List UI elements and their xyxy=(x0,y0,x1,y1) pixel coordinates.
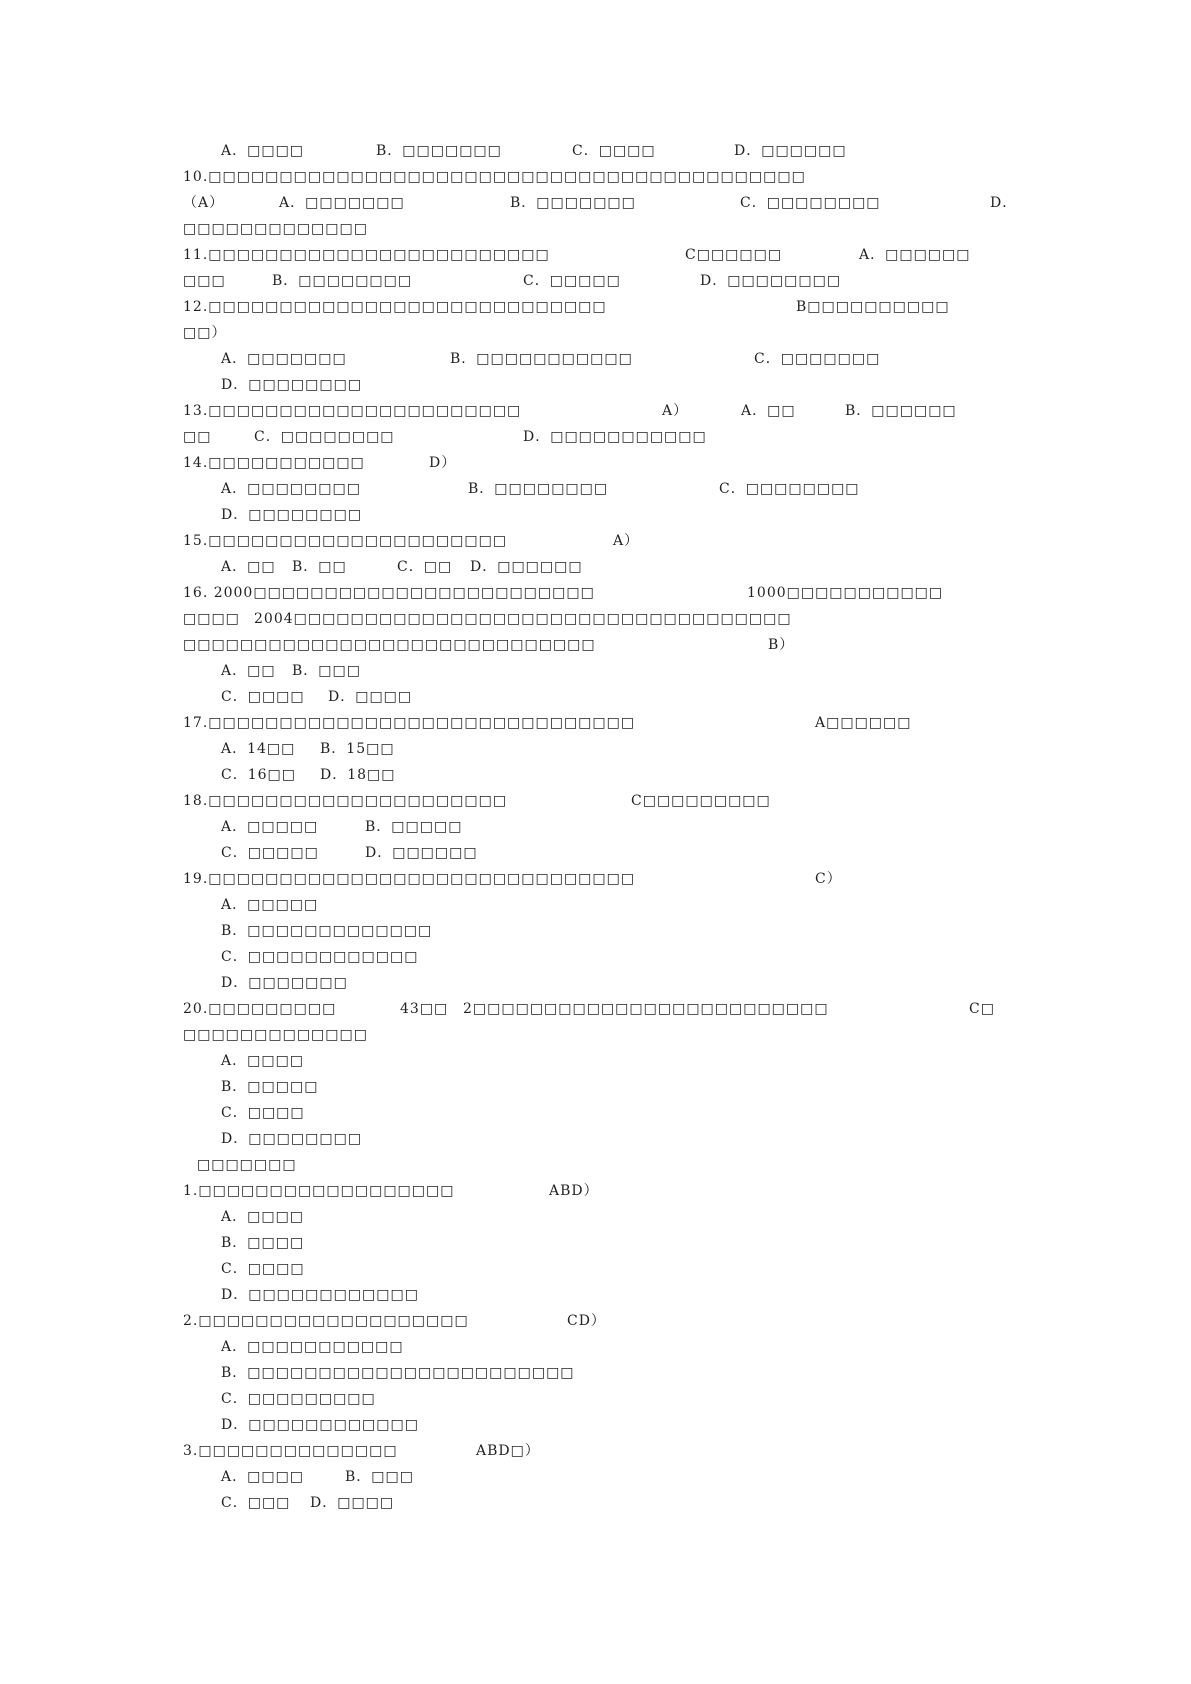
text-line-l03-seg-0: （A） xyxy=(183,195,225,211)
text-line-l17-seg-3: D．□□□□□□ xyxy=(470,559,583,575)
text-line-l34-seg-0: 20.□□□□□□□□□ xyxy=(183,1001,337,1017)
text-line-l38-seg-0: C．□□□□ xyxy=(221,1105,305,1121)
text-line-l46-seg-1: CD） xyxy=(567,1313,606,1329)
text-line-l07-seg-0: 12.□□□□□□□□□□□□□□□□□□□□□□□□□□□□ xyxy=(183,299,607,315)
text-line-l12-seg-2: D．□□□□□□□□□□□ xyxy=(523,429,707,445)
text-line-l06-seg-0: □□□ xyxy=(183,273,226,289)
text-line-l02-seg-0: 10.□□□□□□□□□□□□□□□□□□□□□□□□□□□□□□□□□□□□□□□□□□ xyxy=(183,169,806,185)
text-line-l43-seg-0: B．□□□□ xyxy=(221,1235,305,1251)
text-line-l17-seg-2: C．□□ xyxy=(397,559,453,575)
text-line-l01-seg-0: A．□□□□ xyxy=(221,143,305,159)
text-line-l01-seg-2: C．□□□□ xyxy=(572,143,656,159)
text-line-l01-seg-1: B．□□□□□□□ xyxy=(376,143,502,159)
text-line-l51-seg-1: ABD□） xyxy=(476,1443,540,1459)
text-line-l23-seg-0: 17.□□□□□□□□□□□□□□□□□□□□□□□□□□□□□□ xyxy=(183,715,636,731)
text-line-l07-seg-1: B□□□□□□□□□□ xyxy=(796,299,950,315)
text-line-l05-seg-2: A．□□□□□□ xyxy=(859,247,971,263)
text-line-l27-seg-0: A．□□□□□ xyxy=(221,819,319,835)
text-line-l03-seg-3: C．□□□□□□□□ xyxy=(740,195,881,211)
text-line-l25-seg-1: D．18□□ xyxy=(320,767,396,783)
text-line-l14-seg-0: A．□□□□□□□□ xyxy=(221,481,361,497)
text-line-l03-seg-4: D． xyxy=(990,195,1018,211)
text-line-l29-seg-1: C） xyxy=(815,871,842,887)
text-line-l06-seg-1: B．□□□□□□□□ xyxy=(272,273,413,289)
text-line-l09-seg-2: C．□□□□□□□ xyxy=(754,351,881,367)
text-line-l31-seg-0: B．□□□□□□□□□□□□□ xyxy=(221,923,433,939)
text-line-l13-seg-0: 14.□□□□□□□□□□□ xyxy=(183,455,365,471)
text-line-l08-seg-0: □□） xyxy=(183,325,227,341)
text-line-l19-seg-1: 2004□□□□□□□□□□□□□□□□□□□□□□□□□□□□□□□□□□□ xyxy=(254,611,792,627)
text-line-l52-seg-1: B．□□□ xyxy=(345,1469,414,1485)
text-line-l22-seg-1: D．□□□□ xyxy=(328,689,413,705)
text-line-l48-seg-0: B．□□□□□□□□□□□□□□□□□□□□□□□ xyxy=(221,1365,575,1381)
text-line-l41-seg-0: 1.□□□□□□□□□□□□□□□□□□ xyxy=(183,1183,455,1199)
text-line-l53-seg-1: D．□□□□ xyxy=(310,1495,395,1511)
text-line-l42-seg-0: A．□□□□ xyxy=(221,1209,305,1225)
text-line-l12-seg-0: □□ xyxy=(183,429,212,445)
text-line-l35-seg-0: □□□□□□□□□□□□□ xyxy=(183,1027,368,1043)
text-line-l10-seg-0: D．□□□□□□□□ xyxy=(221,377,363,393)
text-line-l34-seg-1: 43□□ xyxy=(400,1001,449,1017)
text-line-l37-seg-0: B．□□□□□ xyxy=(221,1079,319,1095)
text-line-l03-seg-1: A．□□□□□□□ xyxy=(279,195,405,211)
text-line-l44-seg-0: C．□□□□ xyxy=(221,1261,305,1277)
text-line-l23-seg-1: A□□□□□□ xyxy=(815,715,912,731)
text-line-l16-seg-0: 15.□□□□□□□□□□□□□□□□□□□□□ xyxy=(183,533,508,549)
text-line-l11-seg-1: A） xyxy=(662,403,689,419)
text-line-l45-seg-0: D．□□□□□□□□□□□□ xyxy=(221,1287,419,1303)
text-line-l25-seg-0: C．16□□ xyxy=(221,767,296,783)
text-line-l28-seg-1: D．□□□□□□ xyxy=(365,845,478,861)
text-line-l15-seg-0: D．□□□□□□□□ xyxy=(221,507,363,523)
text-line-l12-seg-1: C．□□□□□□□□ xyxy=(254,429,395,445)
text-line-l06-seg-2: C．□□□□□ xyxy=(523,273,621,289)
text-line-l11-seg-3: B．□□□□□□ xyxy=(845,403,957,419)
text-line-l21-seg-0: A．□□ xyxy=(221,663,276,679)
text-line-l39-seg-0: D．□□□□□□□□ xyxy=(221,1131,363,1147)
text-line-l14-seg-2: C．□□□□□□□□ xyxy=(719,481,860,497)
text-line-l05-seg-1: C□□□□□□ xyxy=(685,247,783,263)
text-line-l13-seg-1: D） xyxy=(429,455,457,471)
text-line-l20-seg-1: B） xyxy=(768,637,795,653)
text-line-l05-seg-0: 11.□□□□□□□□□□□□□□□□□□□□□□□□ xyxy=(183,247,550,263)
text-line-l24-seg-0: A．14□□ xyxy=(221,741,296,757)
text-line-l20-seg-0: □□□□□□□□□□□□□□□□□□□□□□□□□□□□□ xyxy=(183,637,596,653)
text-line-l18-seg-1: 1000□□□□□□□□□□□ xyxy=(747,585,944,601)
text-line-l51-seg-0: 3.□□□□□□□□□□□□□□ xyxy=(183,1443,398,1459)
text-line-l04-seg-0: □□□□□□□□□□□□□ xyxy=(183,221,368,237)
text-line-l09-seg-0: A．□□□□□□□ xyxy=(221,351,347,367)
text-line-l11-seg-2: A．□□ xyxy=(741,403,796,419)
text-line-l26-seg-1: C□□□□□□□□□ xyxy=(631,793,771,809)
text-line-l27-seg-1: B．□□□□□ xyxy=(365,819,463,835)
text-line-l19-seg-0: □□□□ xyxy=(183,611,240,627)
text-line-l36-seg-0: A．□□□□ xyxy=(221,1053,305,1069)
text-line-l52-seg-0: A．□□□□ xyxy=(221,1469,305,1485)
text-line-l34-seg-3: C□ xyxy=(969,1001,995,1017)
text-line-l33-seg-0: D．□□□□□□□ xyxy=(221,975,348,991)
text-line-l06-seg-3: D．□□□□□□□□ xyxy=(700,273,842,289)
text-line-l29-seg-0: 19.□□□□□□□□□□□□□□□□□□□□□□□□□□□□□□ xyxy=(183,871,636,887)
text-line-l17-seg-1: B．□□ xyxy=(292,559,347,575)
text-line-l22-seg-0: C．□□□□ xyxy=(221,689,305,705)
text-line-l16-seg-1: A） xyxy=(613,533,640,549)
text-line-l40-seg-0: □□□□□□□ xyxy=(197,1157,297,1173)
text-line-l26-seg-0: 18.□□□□□□□□□□□□□□□□□□□□□ xyxy=(183,793,508,809)
text-line-l14-seg-1: B．□□□□□□□□ xyxy=(468,481,609,497)
text-line-l41-seg-1: ABD） xyxy=(549,1183,599,1199)
text-line-l18-seg-0: 16. 2000□□□□□□□□□□□□□□□□□□□□□□□□ xyxy=(183,585,595,601)
text-line-l47-seg-0: A．□□□□□□□□□□□ xyxy=(221,1339,404,1355)
text-line-l49-seg-0: C．□□□□□□□□□ xyxy=(221,1391,376,1407)
text-line-l21-seg-1: B．□□□ xyxy=(292,663,361,679)
text-line-l34-seg-2: 2□□□□□□□□□□□□□□□□□□□□□□□□□ xyxy=(463,1001,829,1017)
text-line-l24-seg-1: B．15□□ xyxy=(320,741,395,757)
text-line-l17-seg-0: A．□□ xyxy=(221,559,276,575)
text-line-l30-seg-0: A．□□□□□ xyxy=(221,897,319,913)
text-line-l09-seg-1: B．□□□□□□□□□□□ xyxy=(450,351,633,367)
text-line-l46-seg-0: 2.□□□□□□□□□□□□□□□□□□□ xyxy=(183,1313,469,1329)
text-line-l50-seg-0: D．□□□□□□□□□□□□ xyxy=(221,1417,419,1433)
text-line-l28-seg-0: C．□□□□□ xyxy=(221,845,319,861)
text-line-l03-seg-2: B．□□□□□□□ xyxy=(510,195,636,211)
text-line-l11-seg-0: 13.□□□□□□□□□□□□□□□□□□□□□□ xyxy=(183,403,522,419)
text-line-l32-seg-0: C．□□□□□□□□□□□□ xyxy=(221,949,419,965)
text-line-l01-seg-3: D．□□□□□□ xyxy=(734,143,847,159)
text-line-l53-seg-0: C．□□□ xyxy=(221,1495,291,1511)
